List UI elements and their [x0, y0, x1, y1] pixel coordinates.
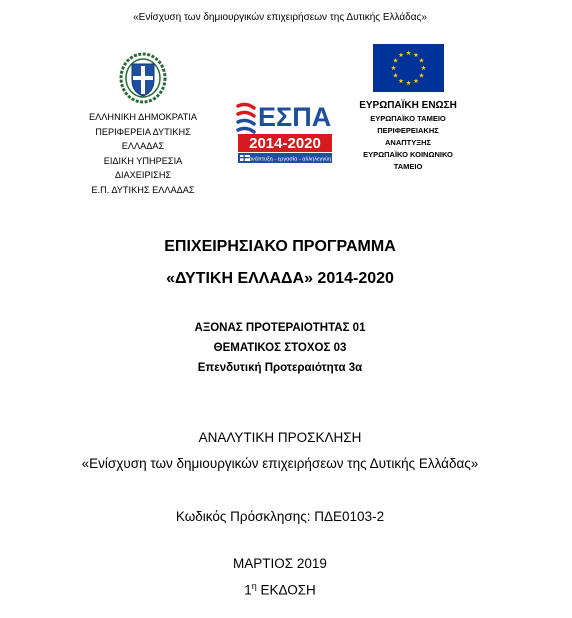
- espa-logo-icon: [234, 100, 334, 166]
- edition-number: [0, 581, 560, 598]
- greece-line: ΠΕΡΙΦΕΡΕΙΑ ΔΥΤΙΚΗΣ: [95, 126, 191, 137]
- edition-ordinal-suffix: η: [251, 581, 257, 591]
- espa-logo-block: [234, 100, 334, 171]
- eu-line: ΕΥΡΩΠΑΪΚΟ ΚΟΙΝΩΝΙΚΟ: [363, 150, 453, 159]
- investment-priority: Επενδυτική Προτεραιότητα 3α: [197, 362, 363, 374]
- greece-line: ΔΙΑΧΕΙΡΙΣΗΣ: [114, 170, 172, 181]
- edition-label: ΕΚΔΟΣΗ: [256, 582, 316, 598]
- call-subtitle: «Ενίσχυση των δημιουργικών επιχειρήσεων της Δυτικής Ελλάδας»: [81, 456, 479, 471]
- greece-line: ΕΙΔΙΚΗ ΥΠΗΡΕΣΙΑ: [103, 155, 183, 166]
- program-title-line2: «ΔΥΤΙΚΗ ΕΛΛΑΔΑ» 2014-2020: [166, 270, 394, 287]
- edition-ordinal: 1: [244, 582, 252, 598]
- greece-line: ΕΛΛΗΝΙΚΗ ΔΗΜΟΚΡΑΤΙΑ: [89, 112, 197, 122]
- greece-line: ΕΛΛΑΔΑΣ: [121, 141, 165, 152]
- document-header-subtitle: «Ενίσχυση των δημιουργικών επιχειρήσεων της Δυτικής Ελλάδας»: [133, 12, 427, 23]
- hellenic-republic-emblem-icon: [118, 52, 168, 104]
- espa-wordmark: ΕΣΠΑ: [258, 102, 332, 132]
- hellenic-republic-logo-block: [80, 52, 206, 198]
- edition-date: ΜΑΡΤΙΟΣ 2019: [233, 556, 327, 571]
- priority-axis: ΑΞΟΝΑΣ ΠΡΟΤΕΡΑΙΟΤΗΤΑΣ 01: [194, 322, 366, 334]
- program-title-line1: ΕΠΙΧΕΙΡΗΣΙΑΚΟ ΠΡΟΓΡΑΜΜΑ: [164, 238, 396, 255]
- greece-line: Ε.Π. ΔΥΤΙΚΗΣ ΕΛΛΑΔΑΣ: [91, 184, 195, 195]
- eu-flag-icon: [373, 44, 444, 92]
- eu-line: ΑΝΑΠΤΥΞΗΣ: [385, 138, 431, 147]
- thematic-objective: ΘΕΜΑΤΙΚΟΣ ΣΤΟΧΟΣ 03: [213, 342, 347, 354]
- eu-line: ΤΑΜΕΙΟ: [393, 162, 423, 171]
- espa-years: 2014-2020: [249, 135, 321, 152]
- call-code: Κωδικός Πρόσκλησης: ΠΔΕ0103-2: [175, 509, 385, 524]
- espa-tagline: ανάπτυξη - εργασία - αλληλεγγύη: [248, 156, 332, 163]
- eu-line: ΠΕΡΙΦΕΡΕΙΑΚΗΣ: [377, 126, 439, 135]
- call-heading: ΑΝΑΛΥΤΙΚΗ ΠΡΟΣΚΛΗΣΗ: [198, 430, 362, 445]
- eu-logo-block: [348, 44, 468, 173]
- eu-title: ΕΥΡΩΠΑΪΚΗ ΕΝΩΣΗ: [359, 100, 457, 111]
- eu-line: ΕΥΡΩΠΑΪΚΟ ΤΑΜΕΙΟ: [370, 114, 446, 123]
